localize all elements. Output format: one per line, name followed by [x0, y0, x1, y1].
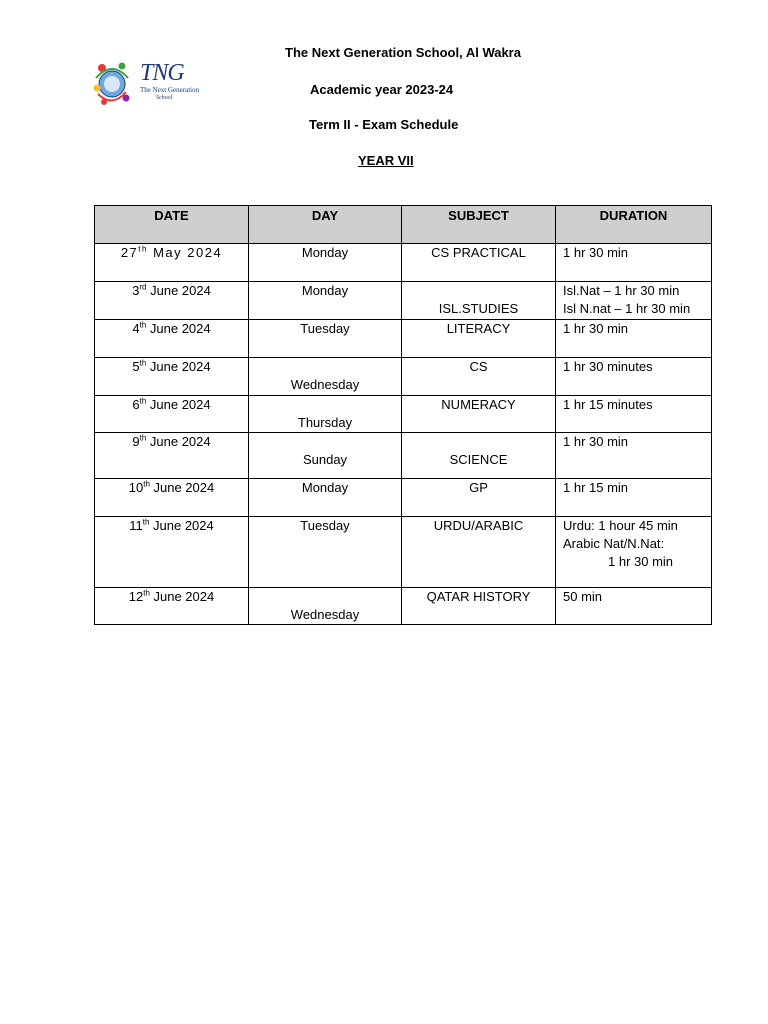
table-row [95, 433, 712, 479]
subject-cell: SCIENCE [402, 433, 556, 479]
subject-cell: NUMERACY [402, 396, 556, 433]
table-row [95, 517, 712, 588]
logo-text: TNG [140, 60, 184, 86]
subject-cell: ISL.STUDIES [402, 282, 556, 320]
day-cell: Wednesday [249, 358, 402, 396]
duration-cell: 50 min [556, 588, 712, 625]
table-row [95, 588, 712, 625]
duration-cell: 1 hr 30 min [556, 320, 712, 358]
exam-schedule-table [94, 205, 712, 625]
day-cell: Sunday [249, 433, 402, 479]
subject-cell: URDU/ARABIC [402, 517, 556, 588]
date-cell: 5th June 2024 [95, 358, 249, 396]
academic-year: Academic year 2023-24 [310, 82, 454, 97]
logo-subtitle-school: School [156, 95, 173, 101]
date-cell: 27th May 2024 [95, 244, 249, 282]
day-cell: Monday [249, 244, 402, 282]
table-row [95, 358, 712, 396]
day-cell: Tuesday [249, 517, 402, 588]
date-cell: 11th June 2024 [95, 517, 249, 588]
subject-cell: CS [402, 358, 556, 396]
header-duration: DURATION [556, 206, 712, 244]
date-cell: 10th June 2024 [95, 479, 249, 517]
duration-cell: 1 hr 30 min [556, 244, 712, 282]
duration-cell: Isl.Nat – 1 hr 30 min Isl N.nat – 1 hr 30 min [556, 282, 712, 320]
date-cell: 4th June 2024 [95, 320, 249, 358]
logo-subtitle: The Next Generation [140, 86, 200, 94]
table-row [95, 244, 712, 282]
header-date: DATE [95, 206, 249, 244]
subject-cell: CS PRACTICAL [402, 244, 556, 282]
date-cell: 3rd June 2024 [95, 282, 249, 320]
header-subject: SUBJECT [402, 206, 556, 244]
subject-cell: LITERACY [402, 320, 556, 358]
table-row [95, 320, 712, 358]
subject-cell: QATAR HISTORY [402, 588, 556, 625]
duration-cell: 1 hr 30 min [556, 433, 712, 479]
table-row [95, 396, 712, 433]
day-cell: Monday [249, 282, 402, 320]
date-cell: 9th June 2024 [95, 433, 249, 479]
date-cell: 12th June 2024 [95, 588, 249, 625]
duration-cell: 1 hr 15 min [556, 479, 712, 517]
year-title: YEAR VII [358, 153, 414, 168]
day-cell: Monday [249, 479, 402, 517]
day-cell: Thursday [249, 396, 402, 433]
day-cell: Wednesday [249, 588, 402, 625]
duration-cell: Urdu: 1 hour 45 min Arabic Nat/N.Nat: 1 hr 30 min [556, 517, 712, 588]
duration-cell: 1 hr 15 minutes [556, 396, 712, 433]
day-cell: Tuesday [249, 320, 402, 358]
table-row [95, 479, 712, 517]
header-day: DAY [249, 206, 402, 244]
term-title: Term II - Exam Schedule [309, 117, 459, 132]
table-row [95, 282, 712, 320]
duration-cell: 1 hr 30 minutes [556, 358, 712, 396]
school-name: The Next Generation School, Al Wakra [285, 45, 521, 60]
subject-cell: GP [402, 479, 556, 517]
date-cell: 6th June 2024 [95, 396, 249, 433]
table-header-row [95, 206, 712, 244]
